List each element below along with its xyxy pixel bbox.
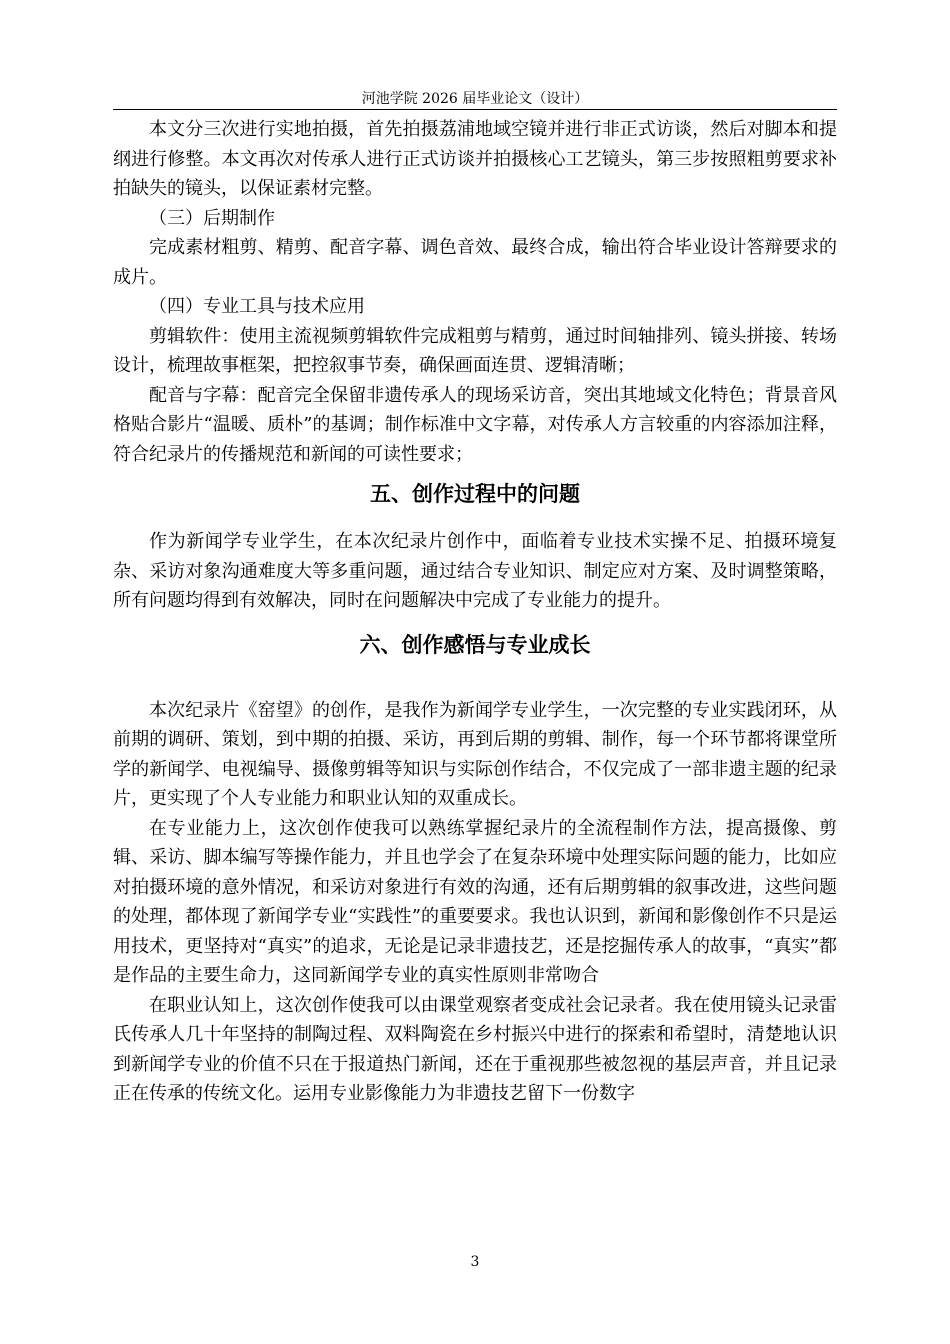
paragraph-reflection-intro: 本次纪录片《窑望》的创作，是我作为新闻学专业学生，一次完整的专业实践闭环，从前期的调研、策划，到中期的拍摄、采访，再到后期的剪辑、制作，每一个环节都将课堂所学的新闻学、电视编导、摄像剪辑等知识与实际创作结合，不仅完成了一部非遗主题的纪录片，更实现了个人专业能力和职业认知的双重成长。	[113, 699, 837, 809]
paragraph-career-cognition: 在职业认知上，这次创作使我可以由课堂观察者变成社会记录者。我在使用镜头记录雷氏传承人几十年坚持的制陶过程、双料陶瓷在乡村振兴中进行的探索和希望时，清楚地认识到新闻学专业的价值不只在于报道热门新闻，还在于重视那些被忽视的基层声音，并且记录正在传承的传统文化。运用专业影像能力为非遗技艺留下一份数字	[113, 994, 837, 1104]
paragraph-professional-ability: 在专业能力上，这次创作使我可以熟练掌握纪录片的全流程制作方法，提高摄像、剪辑、采访、脚本编写等操作能力，并且也学会了在复杂环境中处理实际问题的能力，比如应对拍摄环境的意外情况，和采访对象进行有效的沟通，还有后期剪辑的叙事改进，这些问题的处理，都体现了新闻学专业“实践性”的重要要求。我也认识到，新闻和影像创作不只是运用技术，更坚持对“真实”的追求，无论是记录非遗技艺，还是挖掘传承人的故事，“真实”都是作品的主要生命力，这同新闻学专业的真实性原则非常吻合	[113, 817, 837, 986]
section-heading-problems: 五、创作过程中的问题	[370, 482, 580, 506]
section-heading-reflection: 六、创作感悟与专业成长	[359, 632, 591, 657]
paragraph-problems: 作为新闻学专业学生，在本次纪录片创作中，面临着专业技术实操不足、拍摄环境复杂、采访对象沟通难度大等多重问题，通过结合专业知识、制定应对方案、及时调整策略，所有问题均得到有效解决，同时在问题解决中完成了专业能力的提升。	[113, 531, 837, 611]
page-number: 3	[470, 1254, 480, 1270]
paragraph-editing-software: 剪辑软件：使用主流视频剪辑软件完成粗剪与精剪，通过时间轴排列、镜头拼接、转场设计，梳理故事框架，把控叙事节奏，确保画面连贯、逻辑清晰；	[113, 325, 837, 376]
header-divider	[113, 109, 837, 110]
paragraph-post-production: 完成素材粗剪、精剪、配音字幕、调色音效、最终合成，输出符合毕业设计答辩要求的成片。	[113, 237, 837, 288]
subheading-post-production: （三）后期制作	[149, 207, 275, 229]
paragraph-dubbing-subtitles: 配音与字幕：配音完全保留非遗传承人的现场采访音，突出其地域文化特色；背景音风格贴合影片“温暖、质朴”的基调；制作标准中文字幕，对传承人方言较重的内容添加注释，符合纪录片的传播规范和新闻的可读性要求；	[113, 384, 837, 465]
running-header: 河池学院 2026 届毕业论文（设计）	[361, 91, 589, 107]
paragraph-filming-plan: 本文分三次进行实地拍摄，首先拍摄荔浦地域空镜并进行非正式访谈，然后对脚本和提纲进行修整。本文再次对传承人进行正式访谈并拍摄核心工艺镜头，第三步按照粗剪要求补拍缺失的镜头，以保证素材完整。	[113, 119, 837, 199]
subheading-tools: （四）专业工具与技术应用	[149, 296, 365, 317]
body-text	[113, 115, 837, 1109]
